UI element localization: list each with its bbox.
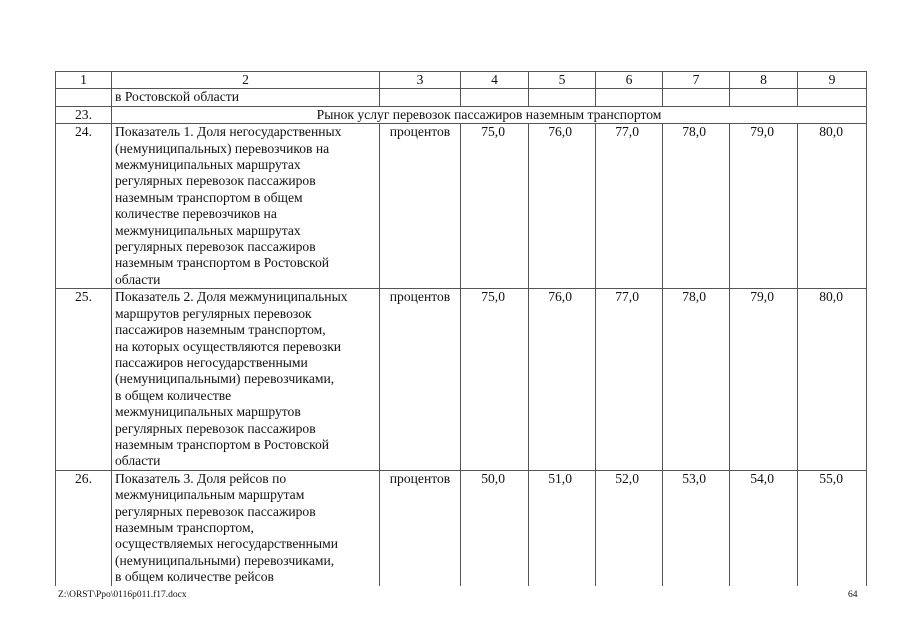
header-cell: 2 [112,72,380,89]
column-number-row [56,72,867,89]
value-cell: 80,0 [798,289,867,470]
row-number: 24. [56,124,112,289]
row-number: 23. [56,106,112,123]
value-cell: 77,0 [596,124,663,289]
value-cell: 79,0 [730,124,798,289]
empty-cell [663,89,730,106]
empty-cell [56,89,112,106]
value-cell: 51,0 [529,470,596,585]
header-cell: 3 [380,72,461,89]
value-cell: 78,0 [663,289,730,470]
empty-cell [596,89,663,106]
empty-cell [380,89,461,106]
value-cell: 76,0 [529,124,596,289]
footer-file-path: Z:\ORST\Ppo\0116p011.f17.docx [58,590,187,600]
empty-cell [730,89,798,106]
header-cell: 1 [56,72,112,89]
header-cell: 5 [529,72,596,89]
table-row [56,470,867,585]
indicator-description: Показатель 2. Доля межмуниципальных маршрутов регулярных перевозок пассажиров наземным транспортом, на которых осуществляются перевозки пассажиров негосударственными (немуниципальными) перевозчиками, в общем количестве межмуниципальных маршрутов регулярных перевозок пассажиров наземным транспортом в Ростовской области [112,289,380,470]
value-cell: 50,0 [461,470,529,585]
value-cell: 54,0 [730,470,798,585]
header-cell: 6 [596,72,663,89]
indicator-table [55,71,867,586]
indicator-description: Показатель 1. Доля негосударственных (немуниципальных) перевозчиков на межмуниципальных маршрутах регулярных перевозок пассажиров наземным транспортом в общем количестве перевозчиков на межмуниципальных маршрутах регулярных перевозок пассажиров наземным транспортом в Ростовской области [112,124,380,289]
empty-cell [461,89,529,106]
empty-cell [529,89,596,106]
table-row [56,124,867,289]
continuation-text: в Ростовской области [112,89,380,106]
unit-cell: процентов [380,124,461,289]
value-cell: 78,0 [663,124,730,289]
unit-cell: процентов [380,289,461,470]
section-row [56,106,867,123]
header-cell: 4 [461,72,529,89]
unit-cell: процентов [380,470,461,585]
value-cell: 53,0 [663,470,730,585]
table-row [56,289,867,470]
continuation-row [56,89,867,106]
value-cell: 55,0 [798,470,867,585]
empty-cell [798,89,867,106]
page-number: 64 [848,590,858,600]
value-cell: 75,0 [461,124,529,289]
value-cell: 77,0 [596,289,663,470]
value-cell: 76,0 [529,289,596,470]
indicator-description: Показатель 3. Доля рейсов по межмуниципальным маршрутам регулярных перевозок пассажиров наземным транспортом, осуществляемых негосударственными (немуниципальными) перевозчиками, в общем количестве рейсов [112,470,380,585]
section-title: Рынок услуг перевозок пассажиров наземным транспортом [112,106,867,123]
value-cell: 80,0 [798,124,867,289]
value-cell: 52,0 [596,470,663,585]
header-cell: 7 [663,72,730,89]
row-number: 25. [56,289,112,470]
value-cell: 79,0 [730,289,798,470]
header-cell: 9 [798,72,867,89]
value-cell: 75,0 [461,289,529,470]
header-cell: 8 [730,72,798,89]
row-number: 26. [56,470,112,585]
